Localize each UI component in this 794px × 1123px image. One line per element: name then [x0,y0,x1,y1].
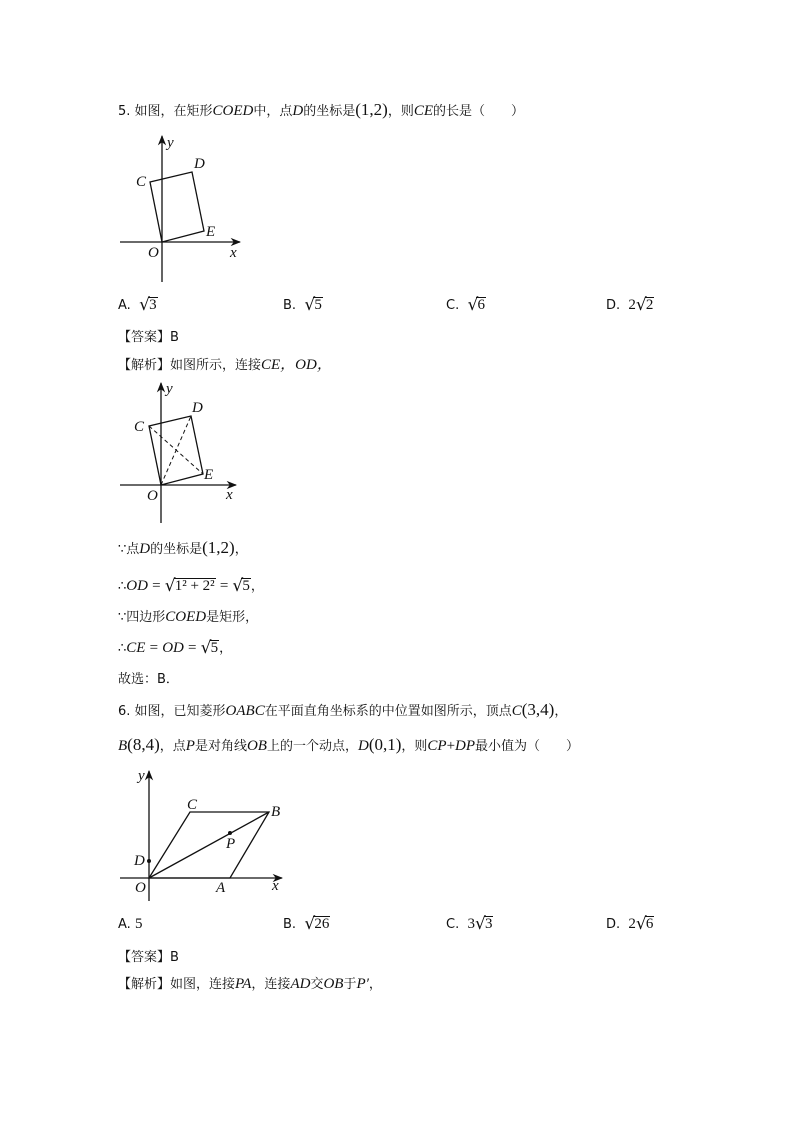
q6-label-x: x [272,878,279,894]
q6-label-p: P [226,836,236,852]
q5-text-4: ，则 [387,104,414,119]
q6-figure [112,765,292,905]
q6-diagonal-ob [149,812,269,878]
q6-option-d[interactable]: D. 2 √ 6 [606,914,654,934]
q5-text-2: 中，点 [253,104,293,119]
q6-label-b: B [271,804,281,820]
q6-question-line-1: 6. 如图，已知菱形OABC在平面直角坐标系的中位置如图所示，顶点C(3,4)， [118,700,568,719]
q5-option-a[interactable]: A. √ 3 [118,295,157,315]
q6-option-a[interactable]: A. 5 [118,916,143,932]
q5-label-d: D [194,156,205,172]
q5-question [118,100,524,120]
q5a-label-o: O [147,488,158,504]
q6-option-c[interactable]: C. 3 √ 3 [446,914,493,934]
q5-text-3: 的坐标是 [303,104,356,119]
q5-analysis-figure [112,375,252,530]
q6-label-a: A [216,880,226,896]
q6-analysis: 【解析】如图，连接PA，连接AD交OB于P′， [118,976,382,992]
q5-step-1: ∵点D的坐标是(1,2)， [118,538,248,557]
q5-label-c: C [136,174,147,190]
q5-analysis: 【解析】如图所示，连接CE，OD， [118,357,332,373]
q5a-label-c: C [134,419,145,435]
q6-label-c: C [187,797,198,813]
q5-label-e: E [206,224,216,240]
q5-label-x: x [230,245,237,261]
q5-answer: 【答案】B [118,330,179,345]
q6-point-p [228,831,232,835]
q6-label-d: D [134,853,145,869]
q5-figure [112,130,252,290]
q5a-diagonal-od [161,416,191,485]
q5a-label-x: x [226,487,233,503]
q5-text-5: 的长是（ ） [433,104,525,119]
q5-conclusion: 故选：B． [118,672,179,687]
q6-option-b[interactable]: B. √ 26 [283,914,330,934]
q5-coord: (1,2) [355,100,388,119]
q5-ce: CE [413,103,434,119]
q5-option-b[interactable]: B. √ 5 [283,295,322,315]
q6-answer: 【答案】B [118,950,179,965]
q5a-label-y: y [166,381,173,397]
q5-label-o: O [148,245,159,261]
q5-rect-name: COED [212,103,254,119]
q5-option-c[interactable]: C. √ 6 [446,295,485,315]
q5-step-2: ∴OD = √ 1² + 2² = √ 5， [118,576,264,596]
q5a-label-d: D [192,400,203,416]
q5-step-4: ∴CE = OD = √ 5， [118,638,233,658]
q6-label-y: y [138,768,145,784]
q6-point-d [147,859,151,863]
q5-step-3: ∵四边形COED是矩形， [118,609,259,625]
q5-text-1: 5. 如图，在矩形 [118,104,213,119]
q6-label-o: O [135,880,146,896]
q5-point-d: D [292,103,304,119]
q5-option-d[interactable]: D. 2 √ 2 [606,295,654,315]
q5a-label-e: E [204,467,214,483]
q5-label-y: y [167,135,174,151]
q5-rectangle [150,172,204,242]
q6-question-line-2: B(8,4)，点P是对角线OB上的一个动点，D(0,1)，则CP+DP最小值为（ ） [118,735,580,754]
